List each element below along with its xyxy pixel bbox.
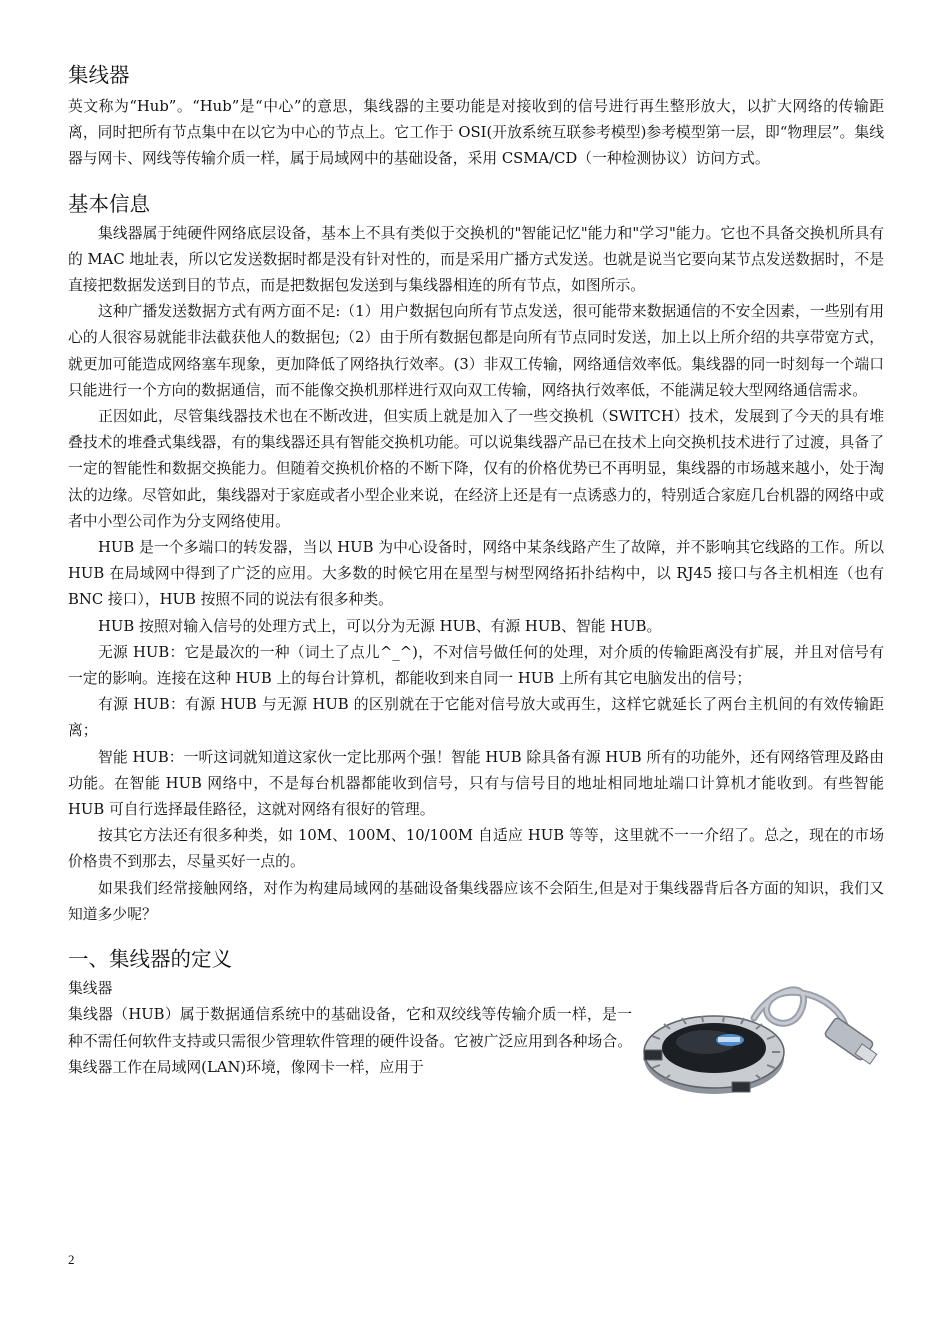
basic-info-paragraph: 正因如此，尽管集线器技术也在不断改进，但实质上就是加入了一些交换机（SWITCH）技术，发展到了今天的具有堆叠技术的堆叠式集线器，有的集线器还具有智能交换机功能。可以说集线器产品已在技术上向交换机技术进行了过渡，具备了一定的智能性和数据交换能力。但随着交换机价格的不断下降，仅有的价格优势已不再明显，集线器的市场越来越小，处于淘汰的边缘。尽管如此，集线器对于家庭或者小型企业来说，在经济上还是有一点诱惑力的，特别适合家庭几台机器的网络中或者中小型公司作为分支网络使用。 (68, 408, 884, 530)
basic-info-paragraph: 这种广播发送数据方式有两方面不足:（1）用户数据包向所有节点发送，很可能带来数据通信的不安全因素，一些别有用心的人很容易就能非法截获他人的数据包;（2）由于所有数据包都是向所有节点同时发送，加上以上所介绍的共享带宽方式，就更加可能造成网络塞车现象，更加降低了网络执行效率。(3）非双工传输，网络通信效率低。集线器的同一时刻每一个端口只能进行一个方向的数据通信，而不能像交换机那样进行双向双工传输，网络执行效率低，不能满足较大型网络通信需求。 (68, 303, 884, 399)
basic-info-paragraph: 如果我们经常接触网络，对作为构建局域网的基础设备集线器应该不会陌生,但是对于集线器背后各方面的知识，我们又知道多少呢？ (68, 879, 884, 923)
basic-info-paragraph: HUB 是一个多端口的转发器，当以 HUB 为中心设备时，网络中某条线路产生了故障，并不影响其它线路的工作。所以 HUB 在局域网中得到了广泛的应用。大多数的时候它用在星型与树型网络拓扑结构中，以 RJ45 接口与各主机相连（也有 BNC 接口），HUB 按照不同的说法有很多种类。 (68, 539, 884, 609)
document-title: 集线器 (68, 63, 130, 87)
basic-info-paragraph: 有源 HUB：有源 HUB 与无源 HUB 的区别就在于它能对信号放大或再生，这样它就延长了两台主机间的有效传输距离； (68, 696, 884, 740)
basic-info-paragraph: 无源 HUB：它是最次的一种（词土了点儿^_^)，不对信号做任何的处理，对介质的传输距离没有扩展，并且对信号有一定的影响。连接在这种 HUB 上的每台计算机，都能收到来自同一 HUB 上所有其它电脑发出的信号； (68, 643, 884, 688)
basic-info-heading: 基本信息 (68, 191, 150, 216)
usb-hub-image (642, 978, 882, 1096)
definition-label: 集线器 (68, 980, 113, 998)
basic-info-paragraph: 按其它方法还有很多种类，如 10M、100M、10/100M 自适应 HUB 等等，这里就不一一介绍了。总之，现在的市场价格贵不到那去，尽量买好一点的。 (68, 827, 884, 871)
definition-text: 集线器（HUB）属于数据通信系统中的基础设备，它和双绞线等传输介质一样，是一种不需任何软件支持或只需很少管理软件管理的硬件设备。它被广泛应用到各种场合。集线器工作在局域网(LAN)环境，像网卡一样，应用于 (68, 1006, 632, 1076)
definition-heading: 一、集线器的定义 (68, 947, 232, 972)
basic-info-paragraph: HUB 按照对输入信号的处理方式上，可以分为无源 HUB、有源 HUB、智能 HUB。 (98, 617, 662, 635)
intro-paragraph: 英文称为“Hub”。“Hub”是“中心”的意思，集线器的主要功能是对接收到的信号进行再生整形放大，以扩大网络的传输距离，同时把所有节点集中在以它为中心的节点上。它工作于 OSI(开放系统互联参考模型)参考模型第一层，即“物理层”。集线器与网卡、网线等传输介质一样，属于局域网中的基础设备，采用 CSMA/CD（一种检测协议）访问方式。 (68, 98, 884, 168)
basic-info-paragraph: 智能 HUB：一听这词就知道这家伙一定比那两个强！智能 HUB 除具备有源 HUB 所有的功能外，还有网络管理及路由功能。在智能 HUB 网络中，不是每台机器都能收到信号，只有与信号目的地址相同地址端口计算机才能收到。有些智能 HUB 可自行选择最佳路径，这就对网络有很好的管理。 (68, 748, 884, 819)
definition-section (68, 976, 884, 1081)
basic-info-paragraph: 集线器属于纯硬件网络底层设备，基本上不具有类似于交换机的"智能记忆"能力和"学习"能力。它也不具备交换机所具有的 MAC 地址表，所以它发送数据时都是没有针对性的，而是采用广播方式发送。也就是说当它要向某节点发送数据时，不是直接把数据发送到目的节点，而是把数据包发送到与集线器相连的所有节点，如图所示。 (68, 224, 885, 295)
page-number: 2 (68, 1252, 75, 1267)
document-page (68, 60, 884, 1081)
